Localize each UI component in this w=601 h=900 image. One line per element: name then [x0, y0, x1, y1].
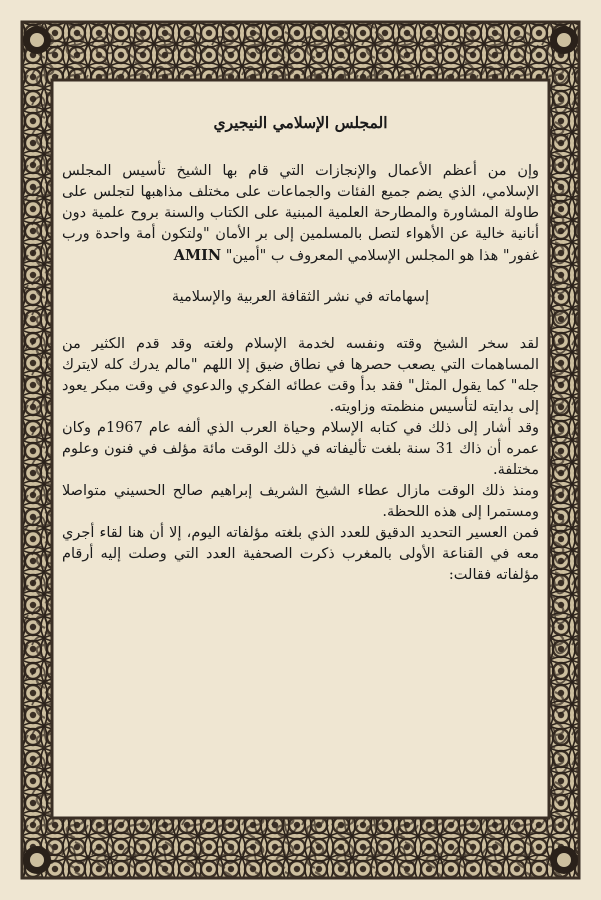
- body-paragraph-4: فمن العسير التحديد الدقيق للعدد الذي بلغته مؤلفاته اليوم، إلا أن هنا لقاء أجري معه في القناعة الأولى بالمغرب ذكرت الصحفية العدد التي وصلت إليه أرقام مؤلفاته فقالت:: [62, 525, 539, 583]
- document-content: [62, 112, 539, 812]
- intro-text: وإن من أعظم الأعمال والإنجازات التي قام بها الشيخ تأسيس المجلس الإسلامي، الذي يضم جميع الفئات والجماعات على مختلف مذاهبها لتجلس على طاولة المشاورة والمطارحة العلمية المبنية على الكتاب والسنة بروح علمية دون أنانية خالية عن الأهواء لتصل بالمسلمين إلى بر الأمان "ولتكون أمة واحدة ورب غفور" هذا هو المجلس الإسلامي المعروف ب "أمين": [62, 163, 539, 264]
- page-title: المجلس الإسلامي النيجيري: [213, 113, 388, 132]
- body-paragraph-1: لقد سخر الشيخ وقته ونفسه لخدمة الإسلام ولغته وقد قدم الكثير من المساهمات التي يصعب حصرها في نطاق ضيق إلا اللهم "مالم يدرك كله لايترك جله" كما يقول المثل" فقد بدأ وقت عطائه الفكري والدعوي في وقت مبكر يعود إلى بدايته لتأسيس منظمته وزاويته.: [62, 336, 539, 415]
- section-subtitle: إسهاماته في نشر الثقافة العربية والإسلامية: [171, 289, 430, 305]
- body-paragraph-2: وقد أشار إلى ذلك في كتابه الإسلام وحياة العرب الذي ألفه عام 1967م وكان عمره أن ذاك 31 سنة بلغت تأليفاته في ذلك الوقت مائة مؤلف في فنون وعلوم مختلفة.: [62, 420, 540, 478]
- body-paragraph-3: ومنذ ذلك الوقت مازال عطاء الشيخ الشريف إبراهيم صالح الحسيني متواصلا ومستمرا إلى هذه اللحظة.: [62, 483, 539, 520]
- intro-paragraph: [62, 161, 539, 267]
- intro-amin-label: AMIN: [173, 247, 222, 264]
